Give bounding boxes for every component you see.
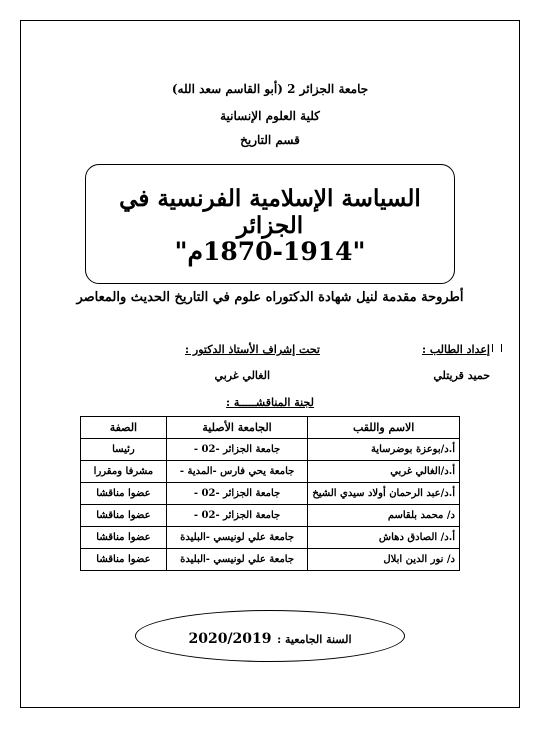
- supervisor-name: الغالي غربي: [214, 369, 270, 382]
- member-role: رئيسا: [81, 439, 167, 461]
- table-row: [81, 461, 460, 483]
- supervisor-label: تحت إشراف الأستاذ الدكتور :: [185, 343, 320, 356]
- academic-year-value: 2020/2019: [188, 631, 272, 647]
- department-name: قسم التاريخ: [240, 133, 300, 147]
- member-name: د/ نور الدين ابلال: [308, 549, 460, 571]
- member-name: أ.د/الغالي غربي: [308, 461, 460, 483]
- university-name: جامعة الجزائر 2 (أبو القاسم سعد الله): [171, 82, 369, 96]
- member-name: أ.د/عبد الرحمان أولاد سيدي الشيخ: [308, 483, 460, 505]
- committee-table: [80, 416, 460, 571]
- page-border: [20, 20, 520, 708]
- table-row: [81, 527, 460, 549]
- member-name: د/ محمد بلقاسم: [308, 505, 460, 527]
- title-box: [85, 164, 455, 284]
- member-name: أ.د/بوعزة بوضرساية: [308, 439, 460, 461]
- header-role: الصفة: [81, 417, 167, 439]
- academic-year-box: [135, 610, 405, 662]
- member-role: مشرفا ومقررا: [81, 461, 167, 483]
- thesis-description: أطروحة مقدمة لنيل شهادة الدكتوراه علوم في التاريخ الحديث والمعاصر: [76, 290, 464, 305]
- committee-title: لجنة المناقشـــــة :: [226, 396, 314, 409]
- member-university: جامعة الجزائر -02 -: [166, 439, 307, 461]
- thesis-title: السياسة الإسلامية الفرنسية في الجزائر: [119, 185, 421, 239]
- member-university: جامعة علي لونيسي -البليدة: [166, 549, 307, 571]
- academic-year: [136, 628, 404, 647]
- member-university: جامعة الجزائر -02 -: [166, 505, 307, 527]
- member-university: جامعة الجزائر -02 -: [166, 483, 307, 505]
- academic-year-label: السنة الجامعية :: [277, 633, 352, 646]
- table-row: [81, 439, 460, 461]
- member-role: عضوا مناقشا: [81, 549, 167, 571]
- table-header-row: [81, 417, 460, 439]
- member-role: عضوا مناقشا: [81, 483, 167, 505]
- table-row: [81, 483, 460, 505]
- table-row: [81, 505, 460, 527]
- header-university: الجامعة الأصلية: [166, 417, 307, 439]
- member-role: عضوا مناقشا: [81, 505, 167, 527]
- member-name: أ.د/ الصادق دهاش: [308, 527, 460, 549]
- header-name: الاسم واللقب: [308, 417, 460, 439]
- member-university: جامعة علي لونيسي -البليدة: [166, 527, 307, 549]
- student-name: حميد قريتلي: [433, 369, 490, 382]
- faculty-name: كلية العلوم الإنسانية: [220, 109, 320, 123]
- member-university: جامعة يحي فارس -المدية -: [166, 461, 307, 483]
- student-label: إعداد الطالب :: [421, 343, 490, 356]
- member-role: عضوا مناقشا: [81, 527, 167, 549]
- page-marker: [492, 344, 502, 352]
- thesis-period: "1870-1914م": [174, 237, 366, 266]
- table-row: [81, 549, 460, 571]
